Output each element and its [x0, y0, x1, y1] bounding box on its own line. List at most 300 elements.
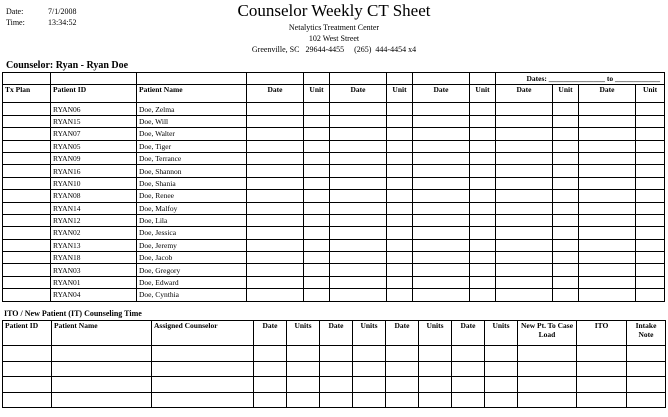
blank-cell: [287, 361, 320, 377]
patient-id-cell: RYAN04: [51, 289, 137, 301]
blank-cell: [553, 115, 579, 127]
blank-cell: [3, 239, 51, 251]
blank-cell: [470, 214, 496, 226]
blank-cell: [247, 289, 304, 301]
blank-cell: [413, 276, 470, 288]
blank-cell: [627, 377, 666, 393]
org-name: Netalytics Treatment Center: [288, 23, 380, 32]
col-date: Date: [254, 321, 287, 346]
blank-cell: [330, 214, 387, 226]
blank-cell: [52, 361, 152, 377]
col-new-pt-case-load: New Pt. To Case Load: [518, 321, 577, 346]
table-row: [3, 202, 665, 214]
blank-cell: [152, 346, 254, 362]
blank-cell: [304, 289, 330, 301]
col-date: Date: [496, 85, 553, 103]
blank-cell: [579, 115, 636, 127]
blank-cell: [636, 214, 665, 226]
blank-cell: [579, 276, 636, 288]
blank-cell: [387, 252, 413, 264]
patient-name-cell: Doe, Gregory: [137, 264, 247, 276]
blank-cell: [485, 377, 518, 393]
blank-cell: [330, 227, 387, 239]
blank-cell: [413, 190, 470, 202]
blank-cell: [419, 346, 452, 362]
col-unit: Unit: [636, 85, 665, 103]
blank-cell: [496, 165, 553, 177]
patient-id-cell: RYAN06: [51, 103, 137, 115]
patient-id-cell: RYAN10: [51, 177, 137, 189]
col-assigned-counselor: Assigned Counselor: [152, 321, 254, 346]
patient-id-cell: RYAN16: [51, 165, 137, 177]
blank-cell: [330, 190, 387, 202]
blank-cell: [330, 239, 387, 251]
blank-cell: [470, 165, 496, 177]
blank-cell: [470, 128, 496, 140]
blank-cell: [518, 392, 577, 408]
blank-cell: [304, 239, 330, 251]
blank-cell: [636, 152, 665, 164]
blank-cell: [247, 214, 304, 226]
blank-cell: [413, 103, 470, 115]
time-label: Time:: [6, 18, 25, 27]
blank-cell: [330, 128, 387, 140]
blank-cell: [52, 392, 152, 408]
blank-cell: [3, 177, 51, 189]
blank-cell: [3, 276, 51, 288]
table-row: [3, 152, 665, 164]
blank-cell: [304, 177, 330, 189]
blank-cell: [452, 377, 485, 393]
blank-cell: [387, 214, 413, 226]
blank-cell: [387, 103, 413, 115]
blank-cell: [496, 140, 553, 152]
blank-cell: [353, 361, 386, 377]
blank-cell: [330, 276, 387, 288]
patient-id-cell: RYAN01: [51, 276, 137, 288]
blank-cell: [3, 152, 51, 164]
patient-name-cell: Doe, Walter: [137, 128, 247, 140]
blank-cell: [579, 227, 636, 239]
blank-cell: [413, 227, 470, 239]
blank-cell: [386, 361, 419, 377]
org-address-line1: 102 West Street: [308, 34, 360, 43]
blank-cell: [579, 202, 636, 214]
blank-cell: [485, 392, 518, 408]
patient-id-cell: RYAN02: [51, 227, 137, 239]
blank-cell: [577, 392, 627, 408]
blank-cell: [387, 128, 413, 140]
blank-cell: [330, 252, 387, 264]
blank-cell: [470, 140, 496, 152]
blank-cell: [579, 140, 636, 152]
blank-cell: [152, 377, 254, 393]
blank-cell: [636, 177, 665, 189]
blank-cell: [636, 165, 665, 177]
blank-cell: [413, 177, 470, 189]
blank-cell: [304, 227, 330, 239]
table-row: [3, 103, 665, 115]
patient-name-cell: Doe, Jeremy: [137, 239, 247, 251]
col-date: Date: [386, 321, 419, 346]
blank-cell: [636, 264, 665, 276]
blank-cell: [3, 103, 51, 115]
blank-cell: [304, 214, 330, 226]
blank-cell: [52, 346, 152, 362]
blank-cell: [3, 392, 52, 408]
blank-cell: [518, 361, 577, 377]
blank-cell: [452, 392, 485, 408]
col-date: Date: [320, 321, 353, 346]
patient-name-cell: Doe, Jacob: [137, 252, 247, 264]
blank-cell: [247, 276, 304, 288]
blank-cell: [304, 103, 330, 115]
blank-cell: [387, 289, 413, 301]
blank-cell: [413, 239, 470, 251]
blank-cell: [247, 239, 304, 251]
blank-cell: [627, 392, 666, 408]
blank-cell: [413, 165, 470, 177]
blank-cell: [3, 361, 52, 377]
blank-cell: [254, 392, 287, 408]
blank-cell: [496, 152, 553, 164]
col-unit: Unit: [553, 85, 579, 103]
patient-id-cell: RYAN08: [51, 190, 137, 202]
blank-cell: [636, 115, 665, 127]
blank-cell: [247, 152, 304, 164]
blank-cell: [496, 252, 553, 264]
blank-cell: [386, 346, 419, 362]
blank-cell: [247, 177, 304, 189]
blank-cell: [413, 252, 470, 264]
blank-cell: [553, 214, 579, 226]
blank-cell: [353, 346, 386, 362]
blank-cell: [3, 140, 51, 152]
blank-cell: [3, 264, 51, 276]
ito-counseling-table: [2, 320, 666, 408]
blank-cell: [553, 103, 579, 115]
blank-cell: [553, 152, 579, 164]
blank-cell: [247, 103, 304, 115]
page-title: Counselor Weekly CT Sheet: [237, 1, 431, 20]
blank-cell: [3, 377, 52, 393]
patient-name-cell: Doe, Cynthia: [137, 289, 247, 301]
table-row: [3, 227, 665, 239]
counselor-heading: Counselor: Ryan - Ryan Doe: [6, 60, 129, 71]
blank-cell: [386, 392, 419, 408]
blank-cell: [636, 276, 665, 288]
patient-name-cell: Doe, Terrance: [137, 152, 247, 164]
patient-id-cell: RYAN13: [51, 239, 137, 251]
table-row: [3, 165, 665, 177]
blank-cell: [419, 361, 452, 377]
col-date: Date: [579, 85, 636, 103]
blank-cell: [485, 361, 518, 377]
blank-cell: [636, 103, 665, 115]
blank-cell: [254, 377, 287, 393]
org-address-line2: Greenville, SC 29644-4455 (265) 444-4454 x4: [251, 45, 417, 54]
dates-row: [3, 73, 665, 85]
blank-cell: [3, 346, 52, 362]
blank-cell: [304, 152, 330, 164]
blank-cell: [496, 264, 553, 276]
blank-cell: [553, 227, 579, 239]
blank-cell: [3, 289, 51, 301]
blank-cell: [330, 103, 387, 115]
blank-cell: [320, 377, 353, 393]
blank-cell: [247, 252, 304, 264]
blank-cell: [413, 152, 470, 164]
col-patient-name: Patient Name: [137, 85, 247, 103]
blank-cell: [470, 289, 496, 301]
blank-cell: [387, 276, 413, 288]
blank-cell: [304, 190, 330, 202]
col-unit: Unit: [304, 85, 330, 103]
table-row: [3, 140, 665, 152]
col-units: Units: [287, 321, 320, 346]
blank-cell: [330, 152, 387, 164]
blank-cell: [247, 202, 304, 214]
blank-cell: [3, 252, 51, 264]
blank-cell: [553, 276, 579, 288]
blank-cell: [553, 177, 579, 189]
blank-cell: [3, 202, 51, 214]
blank-cell: [452, 346, 485, 362]
blank-cell: [387, 239, 413, 251]
blank-cell: [320, 361, 353, 377]
blank-cell: [3, 128, 51, 140]
blank-cell: [496, 289, 553, 301]
blank-cell: [330, 165, 387, 177]
blank-cell: [304, 264, 330, 276]
table-row: [3, 377, 666, 393]
blank-cell: [496, 239, 553, 251]
blank-cell: [330, 115, 387, 127]
blank-cell: [413, 128, 470, 140]
patient-id-cell: RYAN03: [51, 264, 137, 276]
time-value: 13:34:52: [48, 18, 77, 27]
col-intake-note: Intake Note: [627, 321, 666, 346]
blank-cell: [553, 165, 579, 177]
blank-cell: [3, 165, 51, 177]
blank-cell: [254, 346, 287, 362]
blank-cell: [254, 361, 287, 377]
blank-cell: [387, 264, 413, 276]
patient-name-cell: Doe, Lila: [137, 214, 247, 226]
col-ito: ITO: [577, 321, 627, 346]
blank-cell: [636, 289, 665, 301]
patient-id-cell: RYAN09: [51, 152, 137, 164]
blank-cell: [496, 214, 553, 226]
blank-cell: [413, 115, 470, 127]
blank-cell: [413, 264, 470, 276]
blank-cell: [247, 140, 304, 152]
blank-cell: [636, 140, 665, 152]
section-title-ito: ITO / New Patient (IT) Counseling Time: [4, 309, 142, 318]
blank-cell: [496, 276, 553, 288]
blank-cell: [470, 252, 496, 264]
blank-cell: [247, 115, 304, 127]
table-row: [3, 276, 665, 288]
blank-cell: [419, 392, 452, 408]
blank-cell: [470, 202, 496, 214]
ito-rows: [3, 346, 666, 408]
blank-cell: [553, 128, 579, 140]
blank-cell: [387, 140, 413, 152]
table-row: [3, 252, 665, 264]
blank-cell: [470, 190, 496, 202]
blank-cell: [304, 115, 330, 127]
col-units: Units: [353, 321, 386, 346]
blank-cell: [579, 264, 636, 276]
blank-cell: [247, 227, 304, 239]
blank-cell: [636, 202, 665, 214]
blank-cell: [413, 140, 470, 152]
weekly-ct-table: [2, 72, 665, 302]
blank-cell: [387, 177, 413, 189]
blank-cell: [152, 392, 254, 408]
patient-name-cell: Doe, Zelma: [137, 103, 247, 115]
table-row: [3, 214, 665, 226]
blank-cell: [287, 392, 320, 408]
patient-name-cell: Doe, Edward: [137, 276, 247, 288]
blank-cell: [387, 152, 413, 164]
blank-cell: [636, 227, 665, 239]
blank-cell: [577, 346, 627, 362]
blank-cell: [579, 165, 636, 177]
table-header-row: [3, 85, 665, 103]
patient-name-cell: Doe, Shania: [137, 177, 247, 189]
table-row: [3, 190, 665, 202]
blank-cell: [553, 252, 579, 264]
date-value: 7/1/2008: [48, 7, 77, 16]
blank-cell: [387, 115, 413, 127]
blank-cell: [470, 227, 496, 239]
col-units: Units: [419, 321, 452, 346]
blank-cell: [627, 346, 666, 362]
blank-cell: [52, 377, 152, 393]
blank-cell: [304, 252, 330, 264]
blank-cell: [553, 289, 579, 301]
blank-cell: [518, 346, 577, 362]
blank-cell: [387, 227, 413, 239]
blank-cell: [470, 264, 496, 276]
blank-cell: [3, 214, 51, 226]
table-row: [3, 361, 666, 377]
blank-cell: [496, 115, 553, 127]
blank-cell: [304, 276, 330, 288]
blank-cell: [579, 128, 636, 140]
blank-cell: [330, 140, 387, 152]
patient-name-cell: Doe, Will: [137, 115, 247, 127]
blank-cell: [413, 289, 470, 301]
blank-cell: [247, 190, 304, 202]
table-row: [3, 346, 666, 362]
blank-cell: [387, 202, 413, 214]
blank-cell: [470, 115, 496, 127]
table-row: [3, 239, 665, 251]
blank-cell: [287, 377, 320, 393]
blank-cell: [579, 152, 636, 164]
blank-cell: [320, 346, 353, 362]
table-header-row: [3, 321, 666, 346]
blank-cell: [413, 214, 470, 226]
blank-cell: [419, 377, 452, 393]
blank-cell: [452, 361, 485, 377]
patient-name-cell: Doe, Tiger: [137, 140, 247, 152]
col-unit: Unit: [470, 85, 496, 103]
blank-cell: [496, 177, 553, 189]
blank-cell: [304, 202, 330, 214]
blank-cell: [496, 202, 553, 214]
blank-cell: [470, 239, 496, 251]
dates-range-label: Dates: _______________ to ____________: [496, 73, 665, 85]
blank-cell: [496, 103, 553, 115]
blank-cell: [470, 177, 496, 189]
blank-cell: [579, 239, 636, 251]
col-date: Date: [330, 85, 387, 103]
blank-cell: [579, 214, 636, 226]
blank-cell: [579, 103, 636, 115]
blank-cell: [579, 177, 636, 189]
col-tx-plan: Tx Plan: [3, 85, 51, 103]
date-label: Date:: [6, 7, 24, 16]
col-patient-name: Patient Name: [52, 321, 152, 346]
blank-cell: [330, 289, 387, 301]
table-row: [3, 115, 665, 127]
blank-cell: [496, 190, 553, 202]
table-row: [3, 177, 665, 189]
patient-id-cell: RYAN12: [51, 214, 137, 226]
blank-cell: [470, 276, 496, 288]
blank-cell: [386, 377, 419, 393]
blank-cell: [636, 190, 665, 202]
patient-name-cell: Doe, Jessica: [137, 227, 247, 239]
blank-cell: [304, 128, 330, 140]
blank-cell: [579, 252, 636, 264]
blank-cell: [287, 346, 320, 362]
blank-cell: [152, 361, 254, 377]
patient-id-cell: RYAN18: [51, 252, 137, 264]
blank-cell: [330, 264, 387, 276]
table-row: [3, 264, 665, 276]
blank-cell: [320, 392, 353, 408]
patient-name-cell: Doe, Shannon: [137, 165, 247, 177]
blank-cell: [496, 227, 553, 239]
table-row: [3, 128, 665, 140]
patient-name-cell: Doe, Malfoy: [137, 202, 247, 214]
col-date: Date: [247, 85, 304, 103]
blank-cell: [353, 392, 386, 408]
blank-cell: [304, 165, 330, 177]
blank-cell: [553, 202, 579, 214]
col-patient-id: Patient ID: [51, 85, 137, 103]
blank-cell: [553, 239, 579, 251]
table-row: [3, 392, 666, 408]
patient-id-cell: RYAN14: [51, 202, 137, 214]
blank-cell: [627, 361, 666, 377]
blank-cell: [3, 227, 51, 239]
blank-cell: [247, 128, 304, 140]
blank-cell: [304, 140, 330, 152]
table-row: [3, 289, 665, 301]
col-date: Date: [452, 321, 485, 346]
blank-cell: [413, 202, 470, 214]
blank-cell: [636, 252, 665, 264]
col-patient-id: Patient ID: [3, 321, 52, 346]
blank-cell: [247, 264, 304, 276]
blank-cell: [553, 264, 579, 276]
